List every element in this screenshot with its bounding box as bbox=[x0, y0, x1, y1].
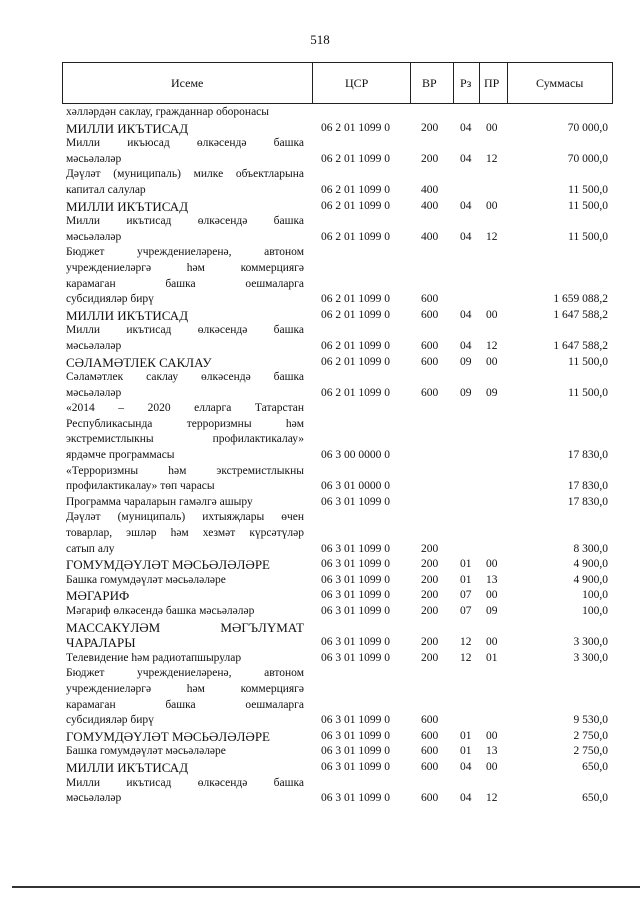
row-name bbox=[66, 370, 304, 401]
row-csr: 06 3 01 1099 0 bbox=[321, 589, 390, 602]
table-row bbox=[0, 557, 640, 573]
row-pr: 00 bbox=[486, 308, 498, 321]
row-sum: 3 300,0 bbox=[573, 651, 608, 664]
row-name-line: карамаган башка оешмаларга bbox=[66, 698, 304, 711]
row-sum: 100,0 bbox=[582, 589, 608, 602]
column-divider bbox=[453, 63, 454, 103]
row-pr: 12 bbox=[486, 230, 498, 243]
row-vr: 200 bbox=[421, 589, 439, 602]
row-rz: 07 bbox=[460, 605, 472, 617]
row-rz: 07 bbox=[460, 589, 472, 602]
row-name bbox=[66, 651, 304, 667]
table-row bbox=[0, 666, 640, 728]
row-name-line: Милли икътисад өлкәсендә башка bbox=[66, 215, 304, 228]
table-row bbox=[0, 573, 640, 589]
row-csr: 06 3 01 1099 0 bbox=[321, 542, 390, 555]
row-name-line: Мәгариф өлкәсендә башка мәсьәләләр bbox=[66, 605, 255, 617]
row-name-line: Милли икъюсад өлкәсендә башка bbox=[66, 137, 304, 150]
row-name-line: учреждениеләргә һәм коммерциягә bbox=[66, 682, 304, 695]
row-rz: 01 bbox=[460, 745, 472, 758]
table-row bbox=[0, 495, 640, 511]
row-name bbox=[66, 557, 304, 573]
row-name-line: карамаган башка оешмаларга bbox=[66, 277, 304, 290]
row-name-line: Дәүләт (муниципаль) милке объектларына bbox=[66, 168, 304, 181]
row-rz: 12 bbox=[460, 651, 472, 664]
row-vr: 200 bbox=[421, 558, 439, 571]
row-name bbox=[66, 760, 304, 776]
row-sum: 1 647 588,2 bbox=[553, 308, 608, 321]
row-vr: 200 bbox=[421, 121, 439, 134]
table-row bbox=[0, 323, 640, 354]
row-rz: 04 bbox=[460, 760, 472, 773]
bottom-rule bbox=[12, 886, 640, 888]
row-name bbox=[66, 604, 304, 620]
row-name-line: ярдәмче программасы bbox=[66, 449, 175, 462]
row-vr: 600 bbox=[421, 293, 439, 306]
table-row bbox=[0, 136, 640, 167]
table-row bbox=[0, 167, 640, 198]
header-csr: ЦСР bbox=[345, 76, 369, 90]
row-csr: 06 2 01 1099 0 bbox=[321, 121, 390, 134]
row-name-line: субсидияләр бирү bbox=[66, 293, 154, 306]
row-csr: 06 2 01 1099 0 bbox=[321, 183, 390, 196]
row-name-line: ГОМУМДӘҮЛӘТ МӘСЬӘЛӘЛӘРЕ bbox=[66, 728, 270, 744]
row-name bbox=[66, 510, 304, 557]
row-name-line: МИЛЛИ ИКЪТИСАД bbox=[66, 307, 189, 323]
table-body bbox=[0, 105, 640, 807]
column-divider bbox=[507, 63, 508, 103]
row-vr: 600 bbox=[421, 386, 439, 399]
row-sum: 17 830,0 bbox=[567, 495, 608, 508]
row-name bbox=[66, 620, 304, 651]
row-sum: 1 647 588,2 bbox=[553, 339, 608, 352]
table-row bbox=[0, 245, 640, 307]
row-name-line: Бюджет учреждениеләренә, автоном bbox=[66, 246, 304, 259]
row-name-line: экстремистлыкны профилактикалау» bbox=[66, 433, 304, 446]
row-vr: 400 bbox=[421, 230, 439, 243]
table-row bbox=[0, 355, 640, 371]
table-row bbox=[0, 760, 640, 776]
row-name bbox=[66, 245, 304, 307]
row-vr: 200 bbox=[421, 152, 439, 165]
row-rz: 04 bbox=[460, 152, 472, 165]
row-pr: 09 bbox=[486, 386, 498, 399]
page-number: 518 bbox=[310, 32, 330, 47]
row-name-line: Милли икътисад өлкәсендә башка bbox=[66, 776, 304, 789]
table-row bbox=[0, 214, 640, 245]
row-sum: 4 900,0 bbox=[573, 573, 608, 586]
row-name-line: Республикасында терроризмны һәм bbox=[66, 417, 304, 430]
table-row bbox=[0, 744, 640, 760]
row-csr: 06 3 01 1099 0 bbox=[321, 495, 390, 508]
row-name-line: ГОМУМДӘҮЛӘТ МӘСЬӘЛӘЛӘРЕ bbox=[66, 557, 270, 573]
row-sum: 11 500,0 bbox=[568, 183, 608, 196]
row-name bbox=[66, 214, 304, 245]
row-name-line: СӘЛАМӘТЛЕК САКЛАУ bbox=[66, 354, 212, 370]
row-csr: 06 3 01 1099 0 bbox=[321, 573, 390, 586]
row-rz: 01 bbox=[460, 729, 472, 742]
row-csr: 06 3 01 1099 0 bbox=[321, 729, 390, 742]
row-sum: 11 500,0 bbox=[568, 355, 608, 368]
row-rz: 12 bbox=[460, 636, 472, 649]
row-rz: 09 bbox=[460, 386, 472, 399]
row-rz: 04 bbox=[460, 308, 472, 321]
row-pr: 00 bbox=[486, 760, 498, 773]
row-csr: 06 2 01 1099 0 bbox=[321, 152, 390, 165]
row-name bbox=[66, 729, 304, 745]
table-row bbox=[0, 651, 640, 667]
row-name bbox=[66, 199, 304, 215]
row-sum: 70 000,0 bbox=[567, 121, 608, 134]
row-pr: 12 bbox=[486, 792, 498, 805]
row-name-line: МИЛЛИ ИКЪТИСАД bbox=[66, 120, 189, 136]
row-vr: 600 bbox=[421, 729, 439, 742]
row-vr: 200 bbox=[421, 636, 439, 649]
row-pr: 00 bbox=[486, 121, 498, 134]
row-sum: 17 830,0 bbox=[567, 480, 608, 493]
row-pr: 13 bbox=[486, 745, 498, 758]
row-rz: 04 bbox=[460, 121, 472, 134]
row-name bbox=[66, 588, 304, 604]
row-name-line: МӘГАРИФ bbox=[66, 588, 130, 604]
table-row bbox=[0, 620, 640, 651]
row-name bbox=[66, 167, 304, 198]
row-pr: 00 bbox=[486, 636, 498, 649]
row-name bbox=[66, 323, 304, 354]
row-vr: 600 bbox=[421, 308, 439, 321]
row-csr: 06 3 01 1099 0 bbox=[321, 558, 390, 571]
table-row bbox=[0, 105, 640, 121]
row-name-line: Башка гомумдәүләт мәсьәләләре bbox=[66, 745, 226, 758]
header-sum: Суммасы bbox=[536, 76, 584, 90]
row-name-line: мәсьәләләр bbox=[66, 792, 122, 805]
row-name bbox=[66, 464, 304, 495]
table-row bbox=[0, 199, 640, 215]
table-row bbox=[0, 464, 640, 495]
row-vr: 600 bbox=[421, 339, 439, 352]
row-vr: 600 bbox=[421, 760, 439, 773]
row-name-line: ЧАРАЛАРЫ bbox=[66, 635, 136, 651]
row-sum: 11 500,0 bbox=[568, 230, 608, 243]
row-sum: 17 830,0 bbox=[567, 449, 608, 462]
row-name bbox=[66, 666, 304, 728]
row-name bbox=[66, 308, 304, 324]
row-csr: 06 2 01 1099 0 bbox=[321, 308, 390, 321]
row-pr: 00 bbox=[486, 355, 498, 368]
row-rz: 04 bbox=[460, 199, 472, 212]
row-vr: 200 bbox=[421, 573, 439, 586]
row-sum: 3 300,0 bbox=[573, 636, 608, 649]
row-sum: 4 900,0 bbox=[573, 558, 608, 571]
row-vr: 200 bbox=[421, 605, 439, 617]
row-name-line: МИЛЛИ ИКЪТИСАД bbox=[66, 198, 189, 214]
table-row bbox=[0, 604, 640, 620]
row-csr: 06 3 01 1099 0 bbox=[321, 760, 390, 773]
row-rz: 04 bbox=[460, 792, 472, 805]
row-name-line: Сәламәтлек саклау өлкәсендә башка bbox=[66, 371, 304, 384]
table-row bbox=[0, 776, 640, 807]
row-pr: 09 bbox=[486, 605, 498, 617]
row-name-line: хәлләрдән саклау, гражданнар оборонасы bbox=[66, 106, 270, 118]
row-csr: 06 3 00 0000 0 bbox=[321, 449, 390, 462]
row-sum: 8 300,0 bbox=[573, 542, 608, 555]
row-name-line: «Терроризмны һәм экстремистлыкны bbox=[66, 464, 304, 477]
row-csr: 06 2 01 1099 0 bbox=[321, 339, 390, 352]
row-name-line: Башка гомумдәүләт мәсьәләләре bbox=[66, 573, 226, 586]
row-pr: 01 bbox=[486, 651, 498, 664]
row-vr: 600 bbox=[421, 355, 439, 368]
row-name-line: сатып алу bbox=[66, 542, 115, 555]
row-name-line: субсидияләр бирү bbox=[66, 714, 154, 727]
row-sum: 1 659 088,2 bbox=[553, 293, 608, 306]
row-name-line: мәсьәләләр bbox=[66, 386, 122, 399]
row-name bbox=[66, 401, 304, 463]
row-sum: 70 000,0 bbox=[567, 152, 608, 165]
row-pr: 12 bbox=[486, 339, 498, 352]
row-vr: 600 bbox=[421, 792, 439, 805]
table-row bbox=[0, 588, 640, 604]
row-rz: 01 bbox=[460, 573, 472, 586]
row-rz: 04 bbox=[460, 339, 472, 352]
row-name-line: товарлар, эшләр һәм хезмәт күрсәтүләр bbox=[66, 527, 304, 540]
row-name-line: «2014 – 2020 елларга Татарстан bbox=[66, 402, 304, 415]
row-csr: 06 3 01 1099 0 bbox=[321, 636, 390, 649]
row-sum: 650,0 bbox=[582, 760, 608, 773]
row-name-line: Дәүләт (муниципаль) ихтыяҗлары өчен bbox=[66, 511, 304, 524]
row-name-line: Программа чараларын гамәлгә ашыру bbox=[66, 495, 253, 508]
row-csr: 06 3 01 1099 0 bbox=[321, 792, 390, 805]
row-pr: 00 bbox=[486, 589, 498, 602]
row-vr: 400 bbox=[421, 199, 439, 212]
row-pr: 00 bbox=[486, 558, 498, 571]
table-row bbox=[0, 729, 640, 745]
row-name-line: мәсьәләләр bbox=[66, 152, 122, 165]
row-sum: 2 750,0 bbox=[573, 729, 608, 742]
column-divider bbox=[312, 63, 313, 103]
column-divider bbox=[410, 63, 411, 103]
row-csr: 06 2 01 1099 0 bbox=[321, 386, 390, 399]
table-row bbox=[0, 510, 640, 557]
header-pr: ПР bbox=[484, 76, 500, 90]
row-pr: 12 bbox=[486, 152, 498, 165]
row-rz: 09 bbox=[460, 355, 472, 368]
row-pr: 00 bbox=[486, 729, 498, 742]
row-rz: 04 bbox=[460, 230, 472, 243]
table-row bbox=[0, 308, 640, 324]
row-name bbox=[66, 355, 304, 371]
row-name bbox=[66, 495, 304, 511]
row-name-line: МАССАКҮЛӘМ МӘГЪЛҮМАТ bbox=[66, 619, 304, 635]
row-csr: 06 2 01 1099 0 bbox=[321, 199, 390, 212]
table-header bbox=[62, 62, 613, 104]
header-vr: ВР bbox=[422, 76, 437, 90]
row-vr: 600 bbox=[421, 714, 439, 727]
row-pr: 13 bbox=[486, 573, 498, 586]
row-pr: 00 bbox=[486, 199, 498, 212]
row-name bbox=[66, 105, 304, 121]
row-name bbox=[66, 121, 304, 137]
table-row bbox=[0, 401, 640, 463]
table-row bbox=[0, 370, 640, 401]
row-csr: 06 3 01 1099 0 bbox=[321, 745, 390, 758]
row-name-line: Милли икътисад өлкәсендә башка bbox=[66, 324, 304, 337]
row-name-line: Бюджет учреждениеләренә, автоном bbox=[66, 667, 304, 680]
header-name: Исеме bbox=[171, 76, 204, 90]
row-csr: 06 3 01 1099 0 bbox=[321, 605, 390, 617]
row-name bbox=[66, 744, 304, 760]
row-sum: 650,0 bbox=[582, 792, 608, 805]
row-name-line: Телевидение һәм радиотапшырулар bbox=[66, 651, 242, 664]
row-vr: 200 bbox=[421, 542, 439, 555]
row-sum: 9 530,0 bbox=[573, 714, 608, 727]
row-csr: 06 2 01 1099 0 bbox=[321, 355, 390, 368]
row-sum: 11 500,0 bbox=[568, 199, 608, 212]
row-name-line: мәсьәләләр bbox=[66, 230, 122, 243]
row-name bbox=[66, 776, 304, 807]
row-name bbox=[66, 573, 304, 589]
row-sum: 11 500,0 bbox=[568, 386, 608, 399]
row-vr: 600 bbox=[421, 745, 439, 758]
header-rz: Рз bbox=[460, 76, 472, 90]
row-name-line: учреждениеләргә һәм коммерциягә bbox=[66, 261, 304, 274]
row-sum: 2 750,0 bbox=[573, 745, 608, 758]
row-name-line: профилактикалау» төп чарасы bbox=[66, 480, 215, 493]
row-csr: 06 2 01 1099 0 bbox=[321, 293, 390, 306]
row-name-line: мәсьәләләр bbox=[66, 339, 122, 352]
row-vr: 400 bbox=[421, 183, 439, 196]
row-csr: 06 3 01 1099 0 bbox=[321, 651, 390, 664]
row-name bbox=[66, 136, 304, 167]
row-name-line: капитал салулар bbox=[66, 183, 146, 196]
row-csr: 06 3 01 0000 0 bbox=[321, 480, 390, 493]
row-rz: 01 bbox=[460, 558, 472, 571]
row-csr: 06 3 01 1099 0 bbox=[321, 714, 390, 727]
row-name-line: МИЛЛИ ИКЪТИСАД bbox=[66, 759, 189, 775]
column-divider bbox=[479, 63, 480, 103]
row-vr: 200 bbox=[421, 651, 439, 664]
table-row bbox=[0, 121, 640, 137]
row-csr: 06 2 01 1099 0 bbox=[321, 230, 390, 243]
row-sum: 100,0 bbox=[582, 605, 608, 617]
